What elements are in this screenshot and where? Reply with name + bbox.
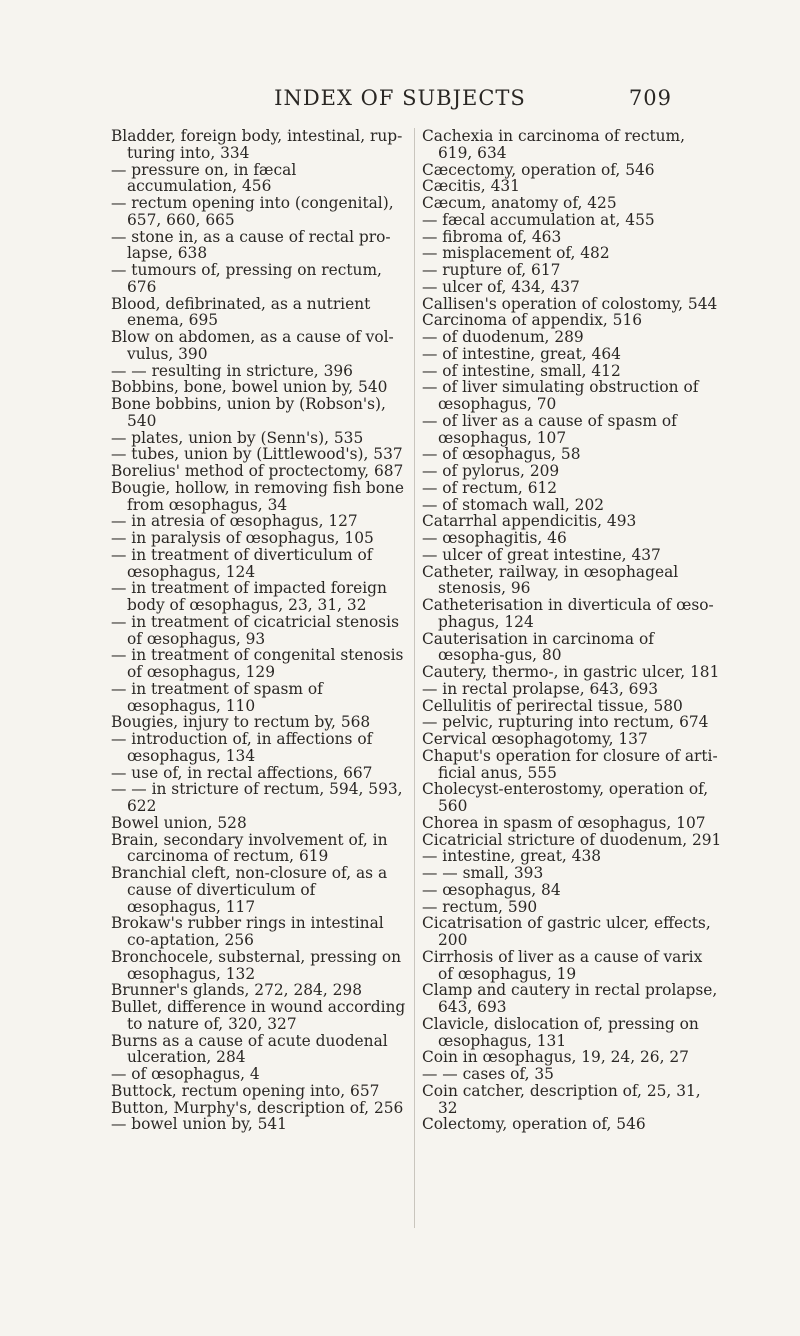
index-entry: — pelvic, rupturing into rectum, 674	[422, 713, 709, 732]
index-entry: Cicatrisation of gastric ulcer, effects, 200	[422, 914, 711, 949]
index-entry: Clamp and cautery in rectal prolapse, 643, 693	[422, 981, 718, 1016]
index-entry: — use of, in rectal affections, 667	[111, 763, 373, 782]
index-entry: — intestine, great, 438	[422, 847, 602, 866]
index-entry: Clavicle, dislocation of, pressing on œsophagus, 131	[422, 1014, 699, 1050]
index-entry: Catheter, railway, in œsophageal stenosis, 96	[422, 562, 679, 598]
index-entry: — plates, union by (Senn's), 535	[111, 428, 364, 447]
index-entry: — in atresia of œsophagus, 127	[111, 512, 358, 531]
index-entry: — in paralysis of œsophagus, 105	[111, 529, 374, 547]
index-entry: Coin catcher, description of, 25, 31, 32	[422, 1081, 701, 1117]
page-number: 709	[628, 86, 672, 110]
index-entry: — introduction of, in affections of œsophagus, 134	[111, 730, 373, 765]
index-entry: Cirrhosis of liver as a cause of varix of œsophagus, 19	[422, 947, 703, 983]
index-entry: Bougies, injury to rectum by, 568	[111, 713, 371, 732]
index-entry: Cholecyst-enterostomy, operation of, 560	[422, 780, 709, 815]
index-entry: Burns as a cause of acute duodenal ulceration, 284	[111, 1031, 388, 1067]
index-entry: — — small, 393	[422, 864, 544, 882]
index-entry: Callisen's operation of colostomy, 544	[422, 294, 718, 313]
index-entry: — of œsophagus, 4	[111, 1065, 260, 1083]
index-entry: Bone bobbins, union by (Robson's), 540	[111, 395, 386, 430]
index-entry: Borelius' method of proctectomy, 687	[111, 462, 404, 480]
index-entry: — in treatment of impacted foreign body of œsophagus, 23, 31, 32	[111, 579, 387, 614]
index-entry: Branchial cleft, non-closure of, as a cause of diverticulum of œsophagus, 117	[111, 864, 388, 916]
index-entry: Cautery, thermo-, in gastric ulcer, 181	[422, 663, 720, 681]
index-entry: Chorea in spasm of œsophagus, 107	[422, 813, 706, 832]
index-entry: Cæcitis, 431	[422, 177, 520, 196]
index-entry: — of liver as a cause of spasm of œsophagus, 107	[422, 411, 677, 447]
index-entry: Cicatricial stricture of duodenum, 291	[422, 830, 722, 849]
index-entry: — bowel union by, 541	[111, 1115, 287, 1134]
index-entry: — in treatment of congenital stenosis of œsophagus, 129	[111, 646, 404, 681]
index-entry: Coin in œsophagus, 19, 24, 26, 27	[422, 1048, 689, 1067]
index-entry: Cachexia in carcinoma of rectum, 619, 634	[422, 127, 686, 162]
index-entry: — stone in, as a cause of rectal pro-lapse, 638	[111, 227, 391, 263]
page-title: INDEX OF SUBJECTS	[274, 86, 526, 110]
index-entry: Bullet, difference in wound according to nature of, 320, 327	[111, 998, 406, 1033]
index-entry: — fibroma of, 463	[422, 227, 562, 246]
index-entry: — of duodenum, 289	[422, 328, 584, 346]
index-entry: — rectum, 590	[422, 897, 538, 916]
index-entry: — — resulting in stricture, 396	[111, 361, 353, 380]
index-entry: — — cases of, 35	[422, 1065, 554, 1083]
page-header	[0, 86, 800, 116]
index-column-right	[422, 128, 722, 1133]
index-entry: Catarrhal appendicitis, 493	[422, 512, 637, 531]
index-entry: Bronchocele, substernal, pressing on œsophagus, 132	[111, 947, 402, 983]
index-entry: — in treatment of cicatricial stenosis of œsophagus, 93	[111, 612, 399, 648]
index-entry: — of rectum, 612	[422, 478, 558, 497]
index-entry: — — in stricture of rectum, 594, 593, 622	[111, 780, 403, 815]
index-entry: — of œsophagus, 58	[422, 445, 581, 464]
index-entry: Cauterisation in carcinoma of œsopha-gus, 80	[422, 629, 654, 665]
index-entry: — in treatment of diverticulum of œsophagus, 124	[111, 545, 373, 581]
index-entry: — rectum opening into (congenital), 657, 660, 665	[111, 194, 394, 229]
index-entry: — tubes, union by (Littlewood's), 537	[111, 445, 403, 464]
index-entry: — ulcer of, 434, 437	[422, 277, 580, 296]
index-entry: — of intestine, small, 412	[422, 361, 621, 380]
index-entry: Colectomy, operation of, 546	[422, 1115, 646, 1134]
index-entry: Bowel union, 528	[111, 813, 247, 832]
index-entry: Brain, secondary involvement of, in carcinoma of rectum, 619	[111, 830, 388, 866]
index-entry: — of stomach wall, 202	[422, 495, 605, 514]
index-entry: Brokaw's rubber rings in intestinal co-aptation, 256	[111, 914, 384, 949]
index-entry: Brunner's glands, 272, 284, 298	[111, 981, 362, 1000]
index-entry: Catheterisation in diverticula of œso-phagus, 124	[422, 596, 714, 631]
index-entry: Bougie, hollow, in removing fish bone from œsophagus, 34	[111, 478, 405, 514]
index-entry: Cellulitis of perirectal tissue, 580	[422, 696, 683, 715]
index-entry: Blood, defibrinated, as a nutrient enema, 695	[111, 294, 371, 330]
index-entry: Bladder, foreign body, intestinal, rup-turing into, 334	[111, 127, 403, 162]
index-entry: Button, Murphy's, description of, 256	[111, 1098, 404, 1117]
index-entry: Carcinoma of appendix, 516	[422, 311, 643, 330]
index-entry: — œsophagitis, 46	[422, 529, 567, 547]
index-entry: Bobbins, bone, bowel union by, 540	[111, 378, 388, 397]
index-entry: — rupture of, 617	[422, 261, 561, 279]
index-entry: — tumours of, pressing on rectum, 676	[111, 261, 382, 296]
index-entry: — of liver simulating obstruction of œsophagus, 70	[422, 378, 699, 413]
index-entry: Cæcum, anatomy of, 425	[422, 194, 617, 212]
index-column-left	[111, 128, 411, 1133]
index-entry: — in treatment of spasm of œsophagus, 110	[111, 679, 323, 715]
index-entry: Chaput's operation for closure of arti-ficial anus, 555	[422, 746, 718, 782]
index-entry: Blow on abdomen, as a cause of vol-vulus, 390	[111, 328, 394, 363]
index-entry: — œsophagus, 84	[422, 880, 561, 899]
index-entry: — fæcal accumulation at, 455	[422, 210, 655, 229]
index-entry: — in rectal prolapse, 643, 693	[422, 679, 659, 698]
index-entry: — misplacement of, 482	[422, 244, 610, 263]
index-entry: Buttock, rectum opening into, 657	[111, 1081, 380, 1100]
index-entry: — ulcer of great intestine, 437	[422, 545, 661, 564]
index-entry: — of intestine, great, 464	[422, 344, 621, 363]
index-entry: Cæcectomy, operation of, 546	[422, 160, 655, 179]
index-entry: — of pylorus, 209	[422, 462, 560, 480]
index-entry: Cervical œsophagotomy, 137	[422, 730, 648, 748]
index-entry: — pressure on, in fæcal accumulation, 456	[111, 160, 297, 196]
